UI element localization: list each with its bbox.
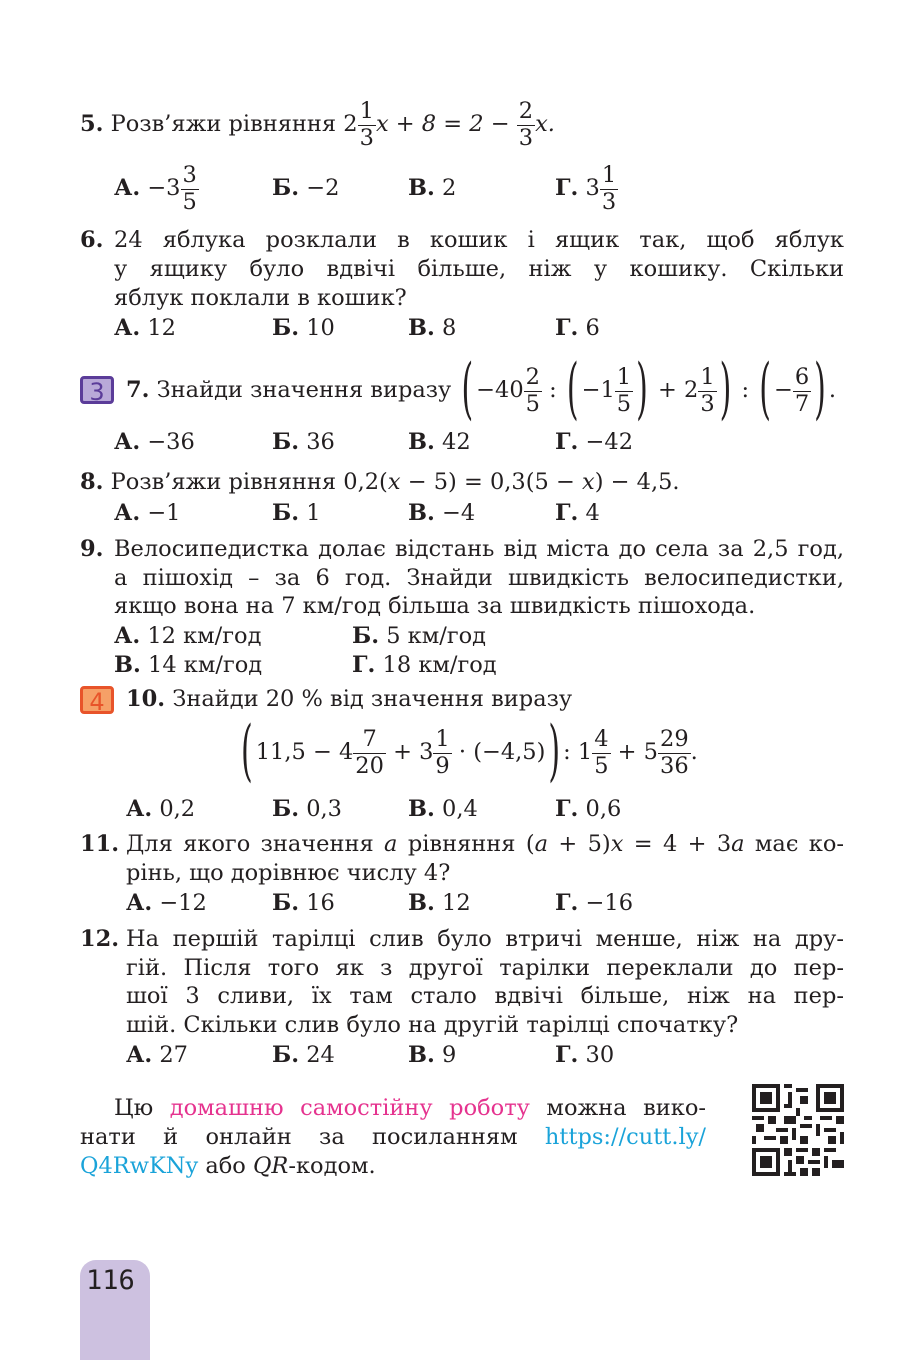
qr-code-icon[interactable] (752, 1084, 844, 1176)
fraction: $\frac{29}{36}$ (660, 726, 689, 779)
task-12-option-b[interactable]: Б. 24 (272, 1042, 335, 1068)
task-9-number: 9. (80, 536, 104, 562)
level-3-badge: 3 (80, 376, 114, 404)
footer-line-2: нати й онлайн за посиланням https://cutt.ly/ (80, 1124, 706, 1150)
task-9-option-a[interactable]: А. 12 км/год (114, 623, 262, 649)
fraction: $\frac{1}{5}$ (616, 364, 632, 417)
task-8-statement: 8. Розв’яжи рівняння 0,2(x − 5) = 0,3(5 − x) − 4,5. (80, 469, 680, 495)
task-10-option-v[interactable]: В. 0,4 (408, 796, 478, 822)
task-5-statement: 5. Розв’яжи рівняння 2 $\frac{1}{3}$ x + 8 = 2 − $\frac{2}{3}$ x. (80, 98, 555, 151)
url-link-part-1[interactable]: https://cutt.ly/ (544, 1124, 706, 1150)
task-11-option-v[interactable]: В. 12 (408, 890, 471, 916)
task-10-expression: ( 11,5 − 4 $\frac{7}{20}$ + 3 $\frac{1}{9}$ · (−4,5) ) : 1 $\frac{4}{5}$ + 5 $\frac{29}{36}$ . (241, 713, 698, 791)
task-9-option-v[interactable]: В. 14 км/год (114, 652, 263, 678)
fraction: $\frac{2}{5}$ (525, 364, 540, 417)
fraction: $\frac{6}{7}$ (794, 364, 810, 417)
fraction: $\frac{3}{5}$ (182, 162, 197, 215)
task-6-option-v[interactable]: В. 8 (408, 315, 457, 341)
task-9-line-2: а пішохід – за 6 год. Знайди швидкість велосипедистки, (114, 565, 844, 591)
task-11-line-1: Для якого значення a рівняння (a + 5)x = 4 + 3a має ко- (126, 831, 844, 857)
task-10-option-b[interactable]: Б. 0,3 (272, 796, 343, 822)
task-8-option-v[interactable]: В. −4 (408, 500, 476, 526)
task-8-option-a[interactable]: А. −1 (114, 500, 181, 526)
task-7-option-a[interactable]: А. −36 (114, 429, 195, 455)
footer-line-3: Q4RwKNy або QR-кодом. (80, 1153, 376, 1179)
task-7-option-v[interactable]: В. 42 (408, 429, 471, 455)
task-6-number: 6. (80, 227, 104, 253)
task-11-option-b[interactable]: Б. 16 (272, 890, 335, 916)
task-12-option-v[interactable]: В. 9 (408, 1042, 457, 1068)
page-number: 116 (86, 1265, 135, 1296)
task-5-option-a[interactable]: А. −3 $\frac{3}{5}$ (114, 162, 197, 215)
task-6-option-g[interactable]: Г. 6 (555, 315, 600, 341)
task-6-option-a[interactable]: А. 12 (114, 315, 176, 341)
footer-line-1: Цю домашню самостійну роботу можна вико- (114, 1095, 706, 1121)
fraction: $\frac{1}{9}$ (435, 726, 450, 779)
task-9-option-g[interactable]: Г. 18 км/год (352, 652, 497, 678)
task-9-line-1: Велосипедистка долає відстань від міста до села за 2,5 год, (114, 536, 844, 562)
task-10-statement: 10. Знайди 20 % від значення виразу (126, 686, 573, 712)
task-8-option-b[interactable]: Б. 1 (272, 500, 321, 526)
task-12-line-2: гій. Після того як з другої тарілки переклали до пер- (126, 955, 844, 981)
task-12-option-a[interactable]: А. 27 (126, 1042, 188, 1068)
fraction: $\frac{7}{20}$ (355, 726, 384, 779)
task-5-option-b[interactable]: Б. −2 (272, 175, 340, 201)
task-6-line-3: яблук поклали в кошик? (114, 285, 407, 311)
task-7-statement: 7. Знайди значення виразу ( −40 $\frac{2}{5}$ : ( −1 $\frac{1}{5}$ ) + 2 $\frac{1}{3}$ ) : ( − $\frac{6}{7}$ ) . (126, 351, 837, 429)
url-link-part-2[interactable]: Q4RwKNy (80, 1153, 199, 1179)
task-11-option-g[interactable]: Г. −16 (555, 890, 634, 916)
task-6-line-2: у ящику було вдвічі більше, ніж у кошику. Скільки (114, 256, 844, 282)
task-11-option-a[interactable]: А. −12 (126, 890, 207, 916)
task-8-option-g[interactable]: Г. 4 (555, 500, 600, 526)
task-text: Розв’яжи рівняння (110, 111, 344, 137)
task-9-option-b[interactable]: Б. 5 км/год (352, 623, 487, 649)
fraction: $\frac{4}{5}$ (594, 726, 609, 779)
task-7-option-b[interactable]: Б. 36 (272, 429, 335, 455)
fraction: $\frac{1}{3}$ (700, 364, 715, 417)
level-4-badge: 4 (80, 686, 114, 714)
task-number: 7. (126, 377, 150, 403)
task-12-line-3: шої 3 сливи, їх там стало вдвічі більше, ніж на пер- (126, 983, 844, 1009)
fraction: $\frac{2}{3}$ (518, 98, 534, 151)
task-5-option-g[interactable]: Г. 3 $\frac{1}{3}$ (555, 162, 617, 215)
task-12-number: 12. (80, 926, 120, 952)
task-10-option-a[interactable]: А. 0,2 (126, 796, 196, 822)
task-6-line-1: 24 яблука розклали в кошик і ящик так, щоб яблук (114, 227, 844, 253)
fraction: $\frac{1}{3}$ (601, 162, 617, 215)
homework-link[interactable]: домашню самостійну роботу (169, 1095, 530, 1121)
task-text: Знайди значення виразу (156, 377, 452, 403)
task-10-option-g[interactable]: Г. 0,6 (555, 796, 622, 822)
task-7-option-g[interactable]: Г. −42 (555, 429, 634, 455)
task-11-line-2: рінь, що дорівнює числу 4? (126, 860, 451, 886)
task-5-option-v[interactable]: В. 2 (408, 175, 457, 201)
fraction: $\frac{1}{3}$ (359, 98, 374, 151)
task-12-line-1: На першій тарілці слив було втричі менше, ніж на дру- (126, 926, 844, 952)
task-12-option-g[interactable]: Г. 30 (555, 1042, 615, 1068)
task-9-line-3: якщо вона на 7 км/год більша за швидкість пішохода. (114, 593, 756, 619)
task-11-number: 11. (80, 831, 120, 857)
task-12-line-4: шій. Скільки слив було на другій тарілці спочатку? (126, 1012, 739, 1038)
task-number: 5. (80, 111, 104, 137)
task-6-option-b[interactable]: Б. 10 (272, 315, 335, 341)
